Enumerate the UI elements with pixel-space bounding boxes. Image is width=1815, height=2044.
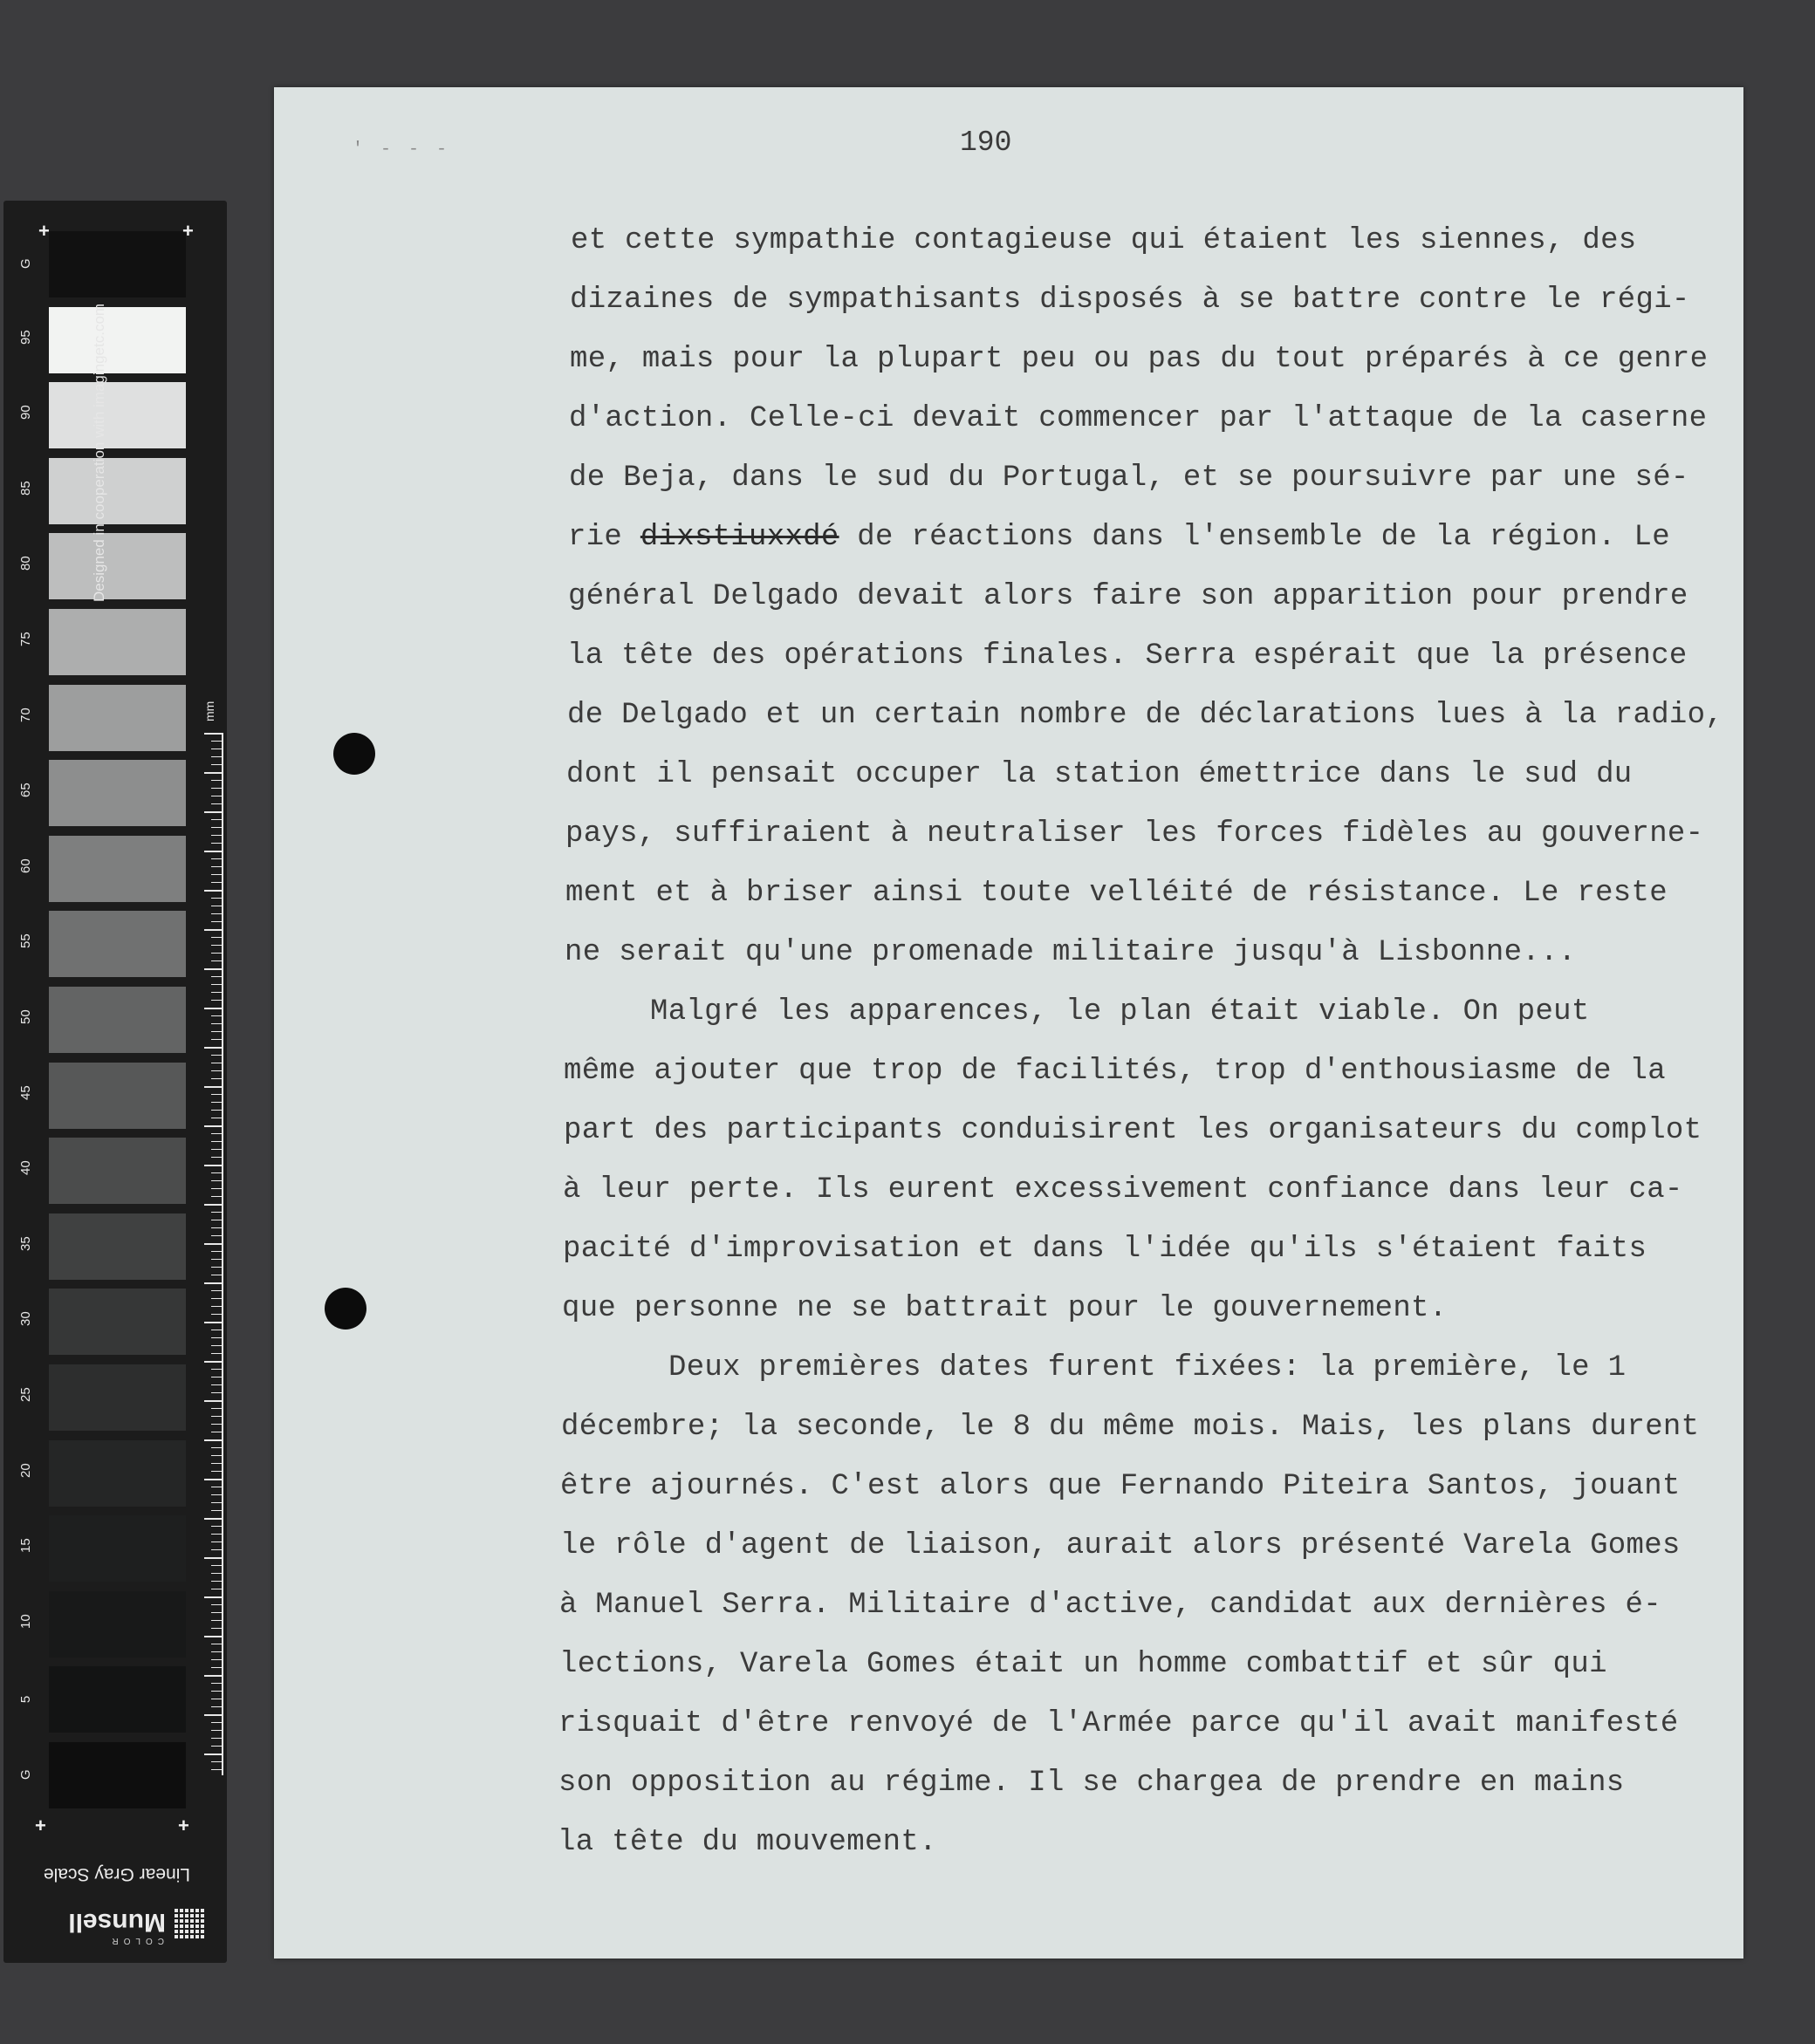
gray-patch-label: G <box>18 1769 33 1780</box>
text-line: ne serait qu'une promenade militaire jusqu'à Lisbonne... <box>565 936 1577 969</box>
gray-patch <box>49 307 186 373</box>
gray-scale-card <box>3 201 227 1963</box>
gray-patch-label: 5 <box>18 1696 33 1704</box>
text-line: que personne ne se battrait pour le gouvernement. <box>562 1292 1448 1325</box>
gray-patch <box>49 382 186 448</box>
text-line: Deux premières dates furent fixées: la première, le 1 <box>668 1351 1627 1384</box>
text-line: la tête du mouvement. <box>558 1826 937 1859</box>
gray-patch-label: 85 <box>18 481 33 496</box>
text-line: d'action. Celle-ci devait commencer par l'attaque de la caserne <box>569 402 1708 435</box>
gray-patch-label: 15 <box>18 1538 33 1554</box>
body-text <box>558 211 1740 1872</box>
gray-patch-label: 95 <box>18 329 33 345</box>
text-line: part des participants conduisirent les organisateurs du complot <box>564 1114 1702 1147</box>
gray-patch-label: 35 <box>18 1236 33 1251</box>
scale-title: Linear Gray Scale <box>43 1864 191 1884</box>
registration-mark-icon: + <box>182 220 194 242</box>
gray-patch <box>49 1591 186 1658</box>
gray-patch-label: 75 <box>18 632 33 646</box>
gray-patch <box>49 1666 186 1733</box>
text-line: ment et à briser ainsi toute velléité de résistance. Le reste <box>565 877 1668 910</box>
text-line: son opposition au régime. Il se chargea de prendre en mains <box>558 1767 1625 1800</box>
text-line: même ajouter que trop de facilités, trop d'enthousiasme de la <box>564 1055 1666 1088</box>
punch-hole <box>333 733 375 775</box>
gray-patch <box>49 458 186 524</box>
page-number: 190 <box>960 126 1012 159</box>
punch-hole <box>325 1288 366 1330</box>
gray-patch <box>49 760 186 826</box>
gray-patch <box>49 836 186 902</box>
text-line: dont il pensait occuper la station émettrice dans le sud du <box>566 758 1633 791</box>
gray-patch <box>49 1138 186 1204</box>
text-line: lections, Varela Gomes était un homme combattif et sûr qui <box>559 1648 1607 1681</box>
text-line: me, mais pour la plupart peu ou pas du tout préparés à ce genre <box>570 343 1709 376</box>
gray-patch <box>49 911 186 977</box>
text-segment: de réactions dans l'ensemble de la région. Le <box>839 521 1670 554</box>
text-segment: rie <box>568 521 640 554</box>
gray-patch-label: 45 <box>18 1084 33 1100</box>
text-line: la tête des opérations finales. Serra espérait que la présence <box>567 639 1688 673</box>
credit-text: Designed in cooperation with imagingetc.com <box>91 303 107 602</box>
text-line: à Manuel Serra. Militaire d'active, candidat aux dernières é- <box>559 1589 1661 1622</box>
gray-patch-label: 10 <box>18 1614 33 1629</box>
registration-mark-icon: + <box>38 220 50 242</box>
gray-patch-label: 20 <box>18 1462 33 1478</box>
gray-patch <box>49 533 186 599</box>
corner-mark: ' - - - <box>353 140 451 160</box>
gray-patch <box>49 1213 186 1280</box>
gray-patch <box>49 1515 186 1582</box>
gray-patch-label: 30 <box>18 1311 33 1327</box>
text-line: dizaines de sympathisants disposés à se battre contre le régi- <box>570 284 1690 317</box>
gray-patch-label: 80 <box>18 556 33 571</box>
gray-patch-label: 25 <box>18 1387 33 1402</box>
gray-patch <box>49 685 186 751</box>
text-line: Malgré les apparences, le plan était viable. On peut <box>650 995 1590 1029</box>
text-line: de Beja, dans le sud du Portugal, et se poursuivre par une sé- <box>569 461 1689 495</box>
struck-out-word: dixstiuxxdé <box>640 521 839 554</box>
gray-patch <box>49 987 186 1053</box>
gray-patch-label: 40 <box>18 1160 33 1176</box>
text-line: de Delgado et un certain nombre de déclarations lues à la radio, <box>567 699 1724 732</box>
gray-patch-label: 50 <box>18 1009 33 1024</box>
text-line: être ajournés. C'est alors que Fernando Piteira Santos, jouant <box>560 1470 1681 1503</box>
text-line: pacité d'improvisation et dans l'idée qu'ils s'étaient faits <box>563 1233 1647 1266</box>
gray-patch <box>49 1742 186 1808</box>
ruler-unit-label: mm <box>202 701 216 721</box>
gray-patch <box>49 1063 186 1129</box>
mm-ruler-major-ticks <box>202 733 222 1775</box>
gray-patch-label: G <box>18 258 33 269</box>
text-line: risquait d'être renvoyé de l'Armée parce qu'il avait manifesté <box>558 1707 1679 1740</box>
munsell-grid-icon <box>173 1907 204 1938</box>
brand-subtitle: COLOR <box>106 1936 164 1945</box>
registration-mark-icon: + <box>35 1815 46 1836</box>
gray-patch <box>49 231 186 297</box>
gray-patch-label: 70 <box>18 707 33 722</box>
text-line: et cette sympathie contagieuse qui étaient les siennes, des <box>571 224 1637 257</box>
gray-patch-label: 60 <box>18 858 33 873</box>
text-line: général Delgado devait alors faire son apparition pour prendre <box>568 580 1688 613</box>
registration-mark-icon: + <box>178 1815 189 1836</box>
gray-patch-label: 65 <box>18 783 33 798</box>
gray-patch-label: 90 <box>18 405 33 420</box>
text-line: pays, suffiraient à neutraliser les forces fidèles au gouverne- <box>565 817 1704 851</box>
typewritten-page <box>274 87 1743 1959</box>
munsell-logo <box>30 1902 204 1945</box>
text-line: le rôle d'agent de liaison, aurait alors présenté Varela Gomes <box>560 1529 1681 1562</box>
text-line: décembre; la seconde, le 8 du même mois. Mais, les plans durent <box>561 1411 1700 1444</box>
gray-patch-label: 55 <box>18 933 33 949</box>
text-line <box>568 508 1740 567</box>
gray-patch <box>49 1289 186 1355</box>
text-line: à leur perte. Ils eurent excessivement confiance dans leur ca- <box>563 1173 1683 1207</box>
brand-name: Munsell <box>68 1908 166 1937</box>
gray-patch <box>49 609 186 675</box>
gray-patch <box>49 1440 186 1507</box>
gray-patch <box>49 1364 186 1431</box>
